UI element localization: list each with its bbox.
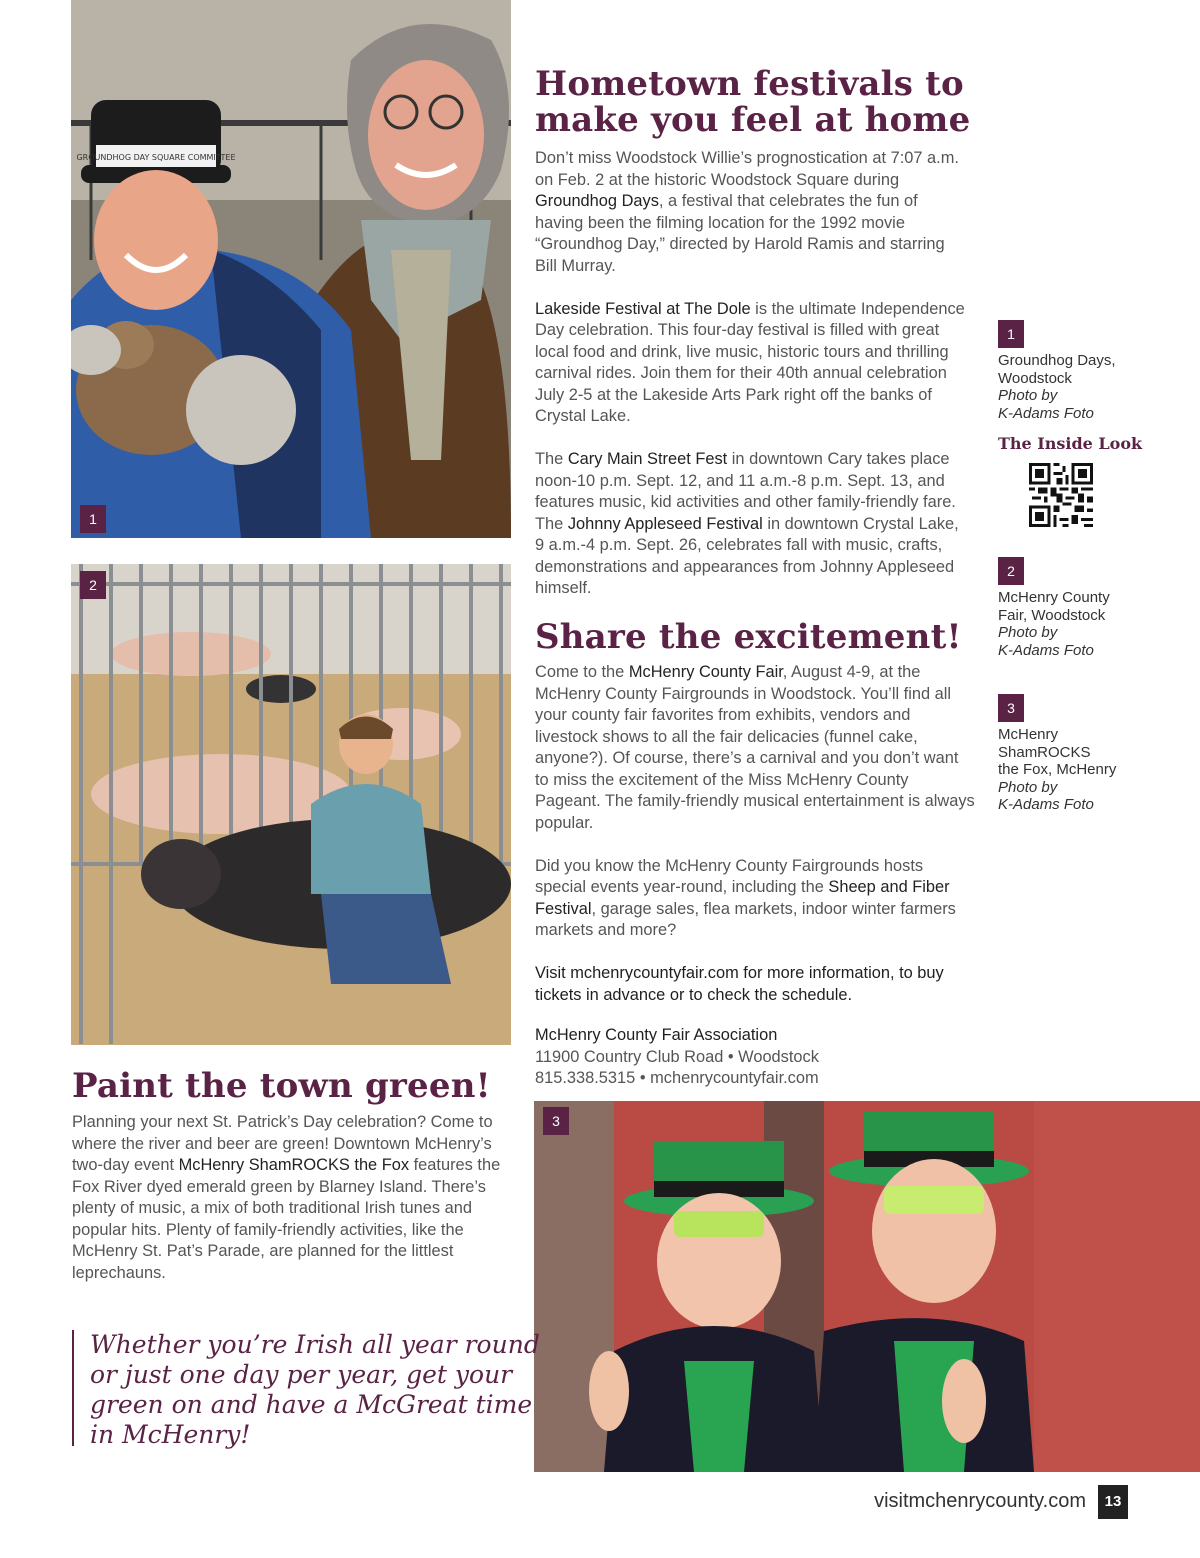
- pull-quote: Whether you’re Irish all year round or just one day per year, get your green on and have a McGreat time in McHenry!: [72, 1330, 540, 1446]
- text: in downtown Cary takes place noon-10 p.m. Sept. 12, and 11 a.m.-8 p.m. Sept. 13, and features music, kid activities and other family-friendly fare. The: [535, 450, 956, 533]
- inside-look-label: The Inside Look: [998, 434, 1143, 453]
- photo-county-fair: [71, 564, 511, 1045]
- caption-line: ShamROCKS: [998, 743, 1091, 761]
- paragraph-fairgrounds: [535, 856, 975, 942]
- highlight-groundhog-days: Groundhog Days: [535, 192, 659, 210]
- shamrocks-illustration: [534, 1101, 1200, 1472]
- text: Don’t miss Woodstock Willie’s prognostication at 7:07 a.m. on Feb. 2 at the historic Woodstock Square during: [535, 149, 959, 189]
- text: Planning your next St. Patrick’s Day celebration? Come to where the river and beer are green! Downtown McHenry’s two-day event: [72, 1113, 493, 1174]
- section-title-hometown: [535, 66, 970, 138]
- photo-badge-1: 1: [80, 505, 106, 533]
- highlight-cary-fest: Cary Main Street Fest: [567, 450, 728, 468]
- paragraph-stpatricks: [72, 1112, 512, 1284]
- contact-phone-web[interactable]: 815.338.5315 • mchenrycountyfair.com: [535, 1069, 819, 1087]
- caption-badge-3: 3: [998, 694, 1024, 722]
- contact-address: 11900 Country Club Road • Woodstock: [535, 1047, 819, 1066]
- highlight-lakeside-festival: Lakeside Festival at The Dole: [535, 299, 751, 318]
- highlight-county-fair: McHenry County Fair: [628, 663, 783, 681]
- photo-shamrocks: [534, 1101, 1200, 1472]
- photo-groundhog-days: [71, 0, 511, 538]
- caption-2: [998, 589, 1188, 659]
- paragraph-lakeside: [535, 299, 970, 428]
- photo-badge-2: 2: [80, 571, 106, 599]
- call-to-action[interactable]: Visit mchenrycountyfair.com for more information, to buy tickets in advance or to check the schedule.: [535, 964, 944, 1004]
- text: The: [535, 450, 568, 468]
- section-title-excitement: Share the excitement!: [535, 617, 962, 657]
- text: is the ultimate Independence Day celebration. This four-day festival is filled with great local food and drink, live music, historic tours and thrilling carnival rides. Join them for their 40th annual celebration July 2-5 at the Lakeside Arts Park right off the banks of Crystal Lake.: [535, 299, 965, 425]
- qr-code-icon[interactable]: [1029, 463, 1093, 527]
- caption-line: Fair, Woodstock: [998, 606, 1106, 624]
- paragraph-groundhog: [535, 148, 970, 277]
- caption-3: [998, 726, 1188, 814]
- excitement-body: [535, 662, 975, 1090]
- caption-line: the Fox, McHenry: [998, 761, 1117, 778]
- caption-credit: K-Adams Foto: [998, 404, 1094, 422]
- caption-credit: K-Adams Foto: [998, 796, 1094, 813]
- highlight-sheep-fiber: Sheep and Fiber Festival: [535, 878, 950, 918]
- county-fair-illustration: [71, 564, 511, 1045]
- text: , garage sales, flea markets, indoor winter farmers markets and more?: [535, 899, 956, 939]
- caption-credit: Photo by: [998, 778, 1058, 796]
- text: features the Fox River dyed emerald green by Blarney Island. There’s plenty of music, a mix of both traditional Irish tunes and popular hits. Plenty of family-friendly activities, like the McHenry St. Pat’s Parade, are planned for the littlest leprechauns.: [72, 1156, 501, 1282]
- groundhog-days-illustration: [71, 0, 511, 538]
- photo-badge-3: 3: [543, 1107, 569, 1135]
- title-line-2: make you feel at home: [535, 100, 971, 140]
- text: , August 4-9, at the McHenry County Fairgrounds in Woodstock. You’ll find all your county fair favorites from exhibits, vendors and livestock shows to all the fair delicacies (funnel cake, anyone?). Of course, there’s a carnival and you don’t want to miss the excitement of the Miss McHenry County Pageant. The family-friendly musical entertainment is always popular.: [535, 663, 975, 832]
- hat-band-text: GROUNDHOG DAY SQUARE COMMITTEE: [76, 153, 236, 162]
- caption-1: [998, 352, 1188, 422]
- text: , a festival that celebrates the fun of having been the filming location for the 1992 movie “Groundhog Day,” directed by Harold Ramis and starring Bill Murray.: [535, 192, 945, 275]
- footer-website[interactable]: visitmchenrycounty.com: [874, 1490, 1086, 1512]
- contact-name: McHenry County Fair Association: [535, 1026, 778, 1044]
- hometown-body: [535, 148, 970, 600]
- page-number: 13: [1098, 1485, 1128, 1519]
- caption-line: McHenry: [998, 726, 1059, 743]
- caption-badge-2: 2: [998, 557, 1024, 585]
- text: Did you know the McHenry County Fairgrounds hosts special events year-round, including the: [535, 856, 924, 896]
- caption-credit: K-Adams Foto: [998, 641, 1094, 659]
- title-line-1: Hometown festivals to: [535, 64, 964, 104]
- paragraph-cary: [535, 449, 970, 600]
- text: in downtown Crystal Lake, 9 a.m.-4 p.m. Sept. 26, celebrates fall with music, crafts, demonstrations and appearances from Johnny Appleseed himself.: [535, 514, 959, 597]
- highlight-shamrocks: McHenry ShamROCKS the Fox: [178, 1156, 410, 1174]
- section-title-paint-green: Paint the town green!: [72, 1066, 491, 1106]
- caption-line: Groundhog Days,: [998, 352, 1116, 369]
- caption-line: McHenry County: [998, 589, 1110, 606]
- paragraph-fair: [535, 662, 975, 834]
- caption-badge-1: 1: [998, 320, 1024, 348]
- highlight-appleseed: Johnny Appleseed Festival: [567, 514, 763, 533]
- caption-credit: Photo by: [998, 387, 1058, 404]
- text: Come to the: [535, 663, 629, 681]
- caption-line: Woodstock: [998, 369, 1072, 387]
- caption-credit: Photo by: [998, 624, 1058, 641]
- paint-green-body: [72, 1112, 512, 1284]
